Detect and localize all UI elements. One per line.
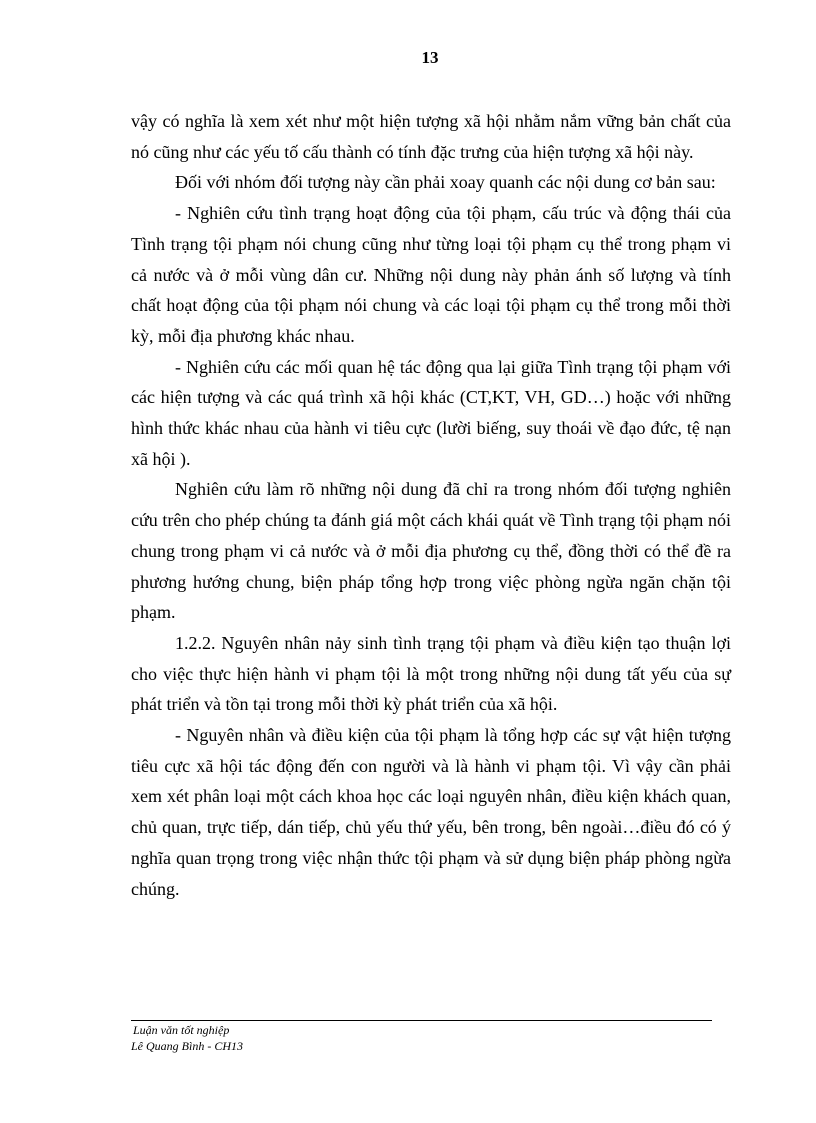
bullet-paragraph: - Nghiên cứu các mối quan hệ tác động qua lại giữa Tình trạng tội phạm với các hiện tượng và các quá trình xã hội khác (CT,KT, VH, GD…) hoặc với những hình thức khác nhau của hành vi tiêu cực (lười biếng, suy thoái về đạo đức, tệ nạn xã hội ). [131, 356, 731, 469]
footer-author: Lê Quang Bình - CH13 [131, 1039, 243, 1053]
footer [131, 1022, 243, 1054]
footer-divider [131, 1020, 712, 1021]
section-paragraph: 1.2.2. Nguyên nhân nảy sinh tình trạng tội phạm và điều kiện tạo thuận lợi cho việc thực hiện hành vi phạm tội là một trong những nội dung tất yếu của sự phát triển và tồn tại trong mỗi thời kỳ phát triển của xã hội. [131, 632, 731, 715]
bullet-paragraph: - Nghiên cứu tình trạng hoạt động của tội phạm, cấu trúc và động thái của Tình trạng tội phạm nói chung cũng như từng loại tội phạm cụ thể trong phạm vi cả nước và ở mỗi vùng dân cư. Những nội dung này phản ánh số lượng và tính chất hoạt động của tội phạm nói chung và các loại tội phạm cụ thể trong mỗi thời kỳ, mỗi địa phương khác nhau. [131, 203, 731, 346]
body-text [131, 106, 731, 904]
footer-document-type: Luận văn tốt nghiệp [133, 1023, 230, 1037]
paragraph-continuation: vậy có nghĩa là xem xét như một hiện tượng xã hội nhằm nắm vững bản chất của nó cũng như các yếu tố cấu thành có tính đặc trưng của hiện tượng xã hội này. [131, 111, 731, 162]
page-number: 13 [421, 48, 439, 67]
paragraph: Đối với nhóm đối tượng này cần phải xoay quanh các nội dung cơ bản sau: [175, 172, 716, 193]
paragraph: Nghiên cứu làm rõ những nội dung đã chỉ ra trong nhóm đối tượng nghiên cứu trên cho phép chúng ta đánh giá một cách khái quát về Tình trạng tội phạm nói chung trong phạm vi cả nước và ở mỗi địa phương cụ thể, đồng thời có thể đề ra phương hướng chung, biện pháp tổng hợp trong việc phòng ngừa ngăn chặn tội phạm. [131, 479, 731, 623]
bullet-paragraph: - Nguyên nhân và điều kiện của tội phạm là tổng hợp các sự vật hiện tượng tiêu cực xã hội tác động đến con người và là hành vi phạm tội. Vì vậy cần phải xem xét phân loại một cách khoa học các loại nguyên nhân, điều kiện khách quan, chủ quan, trực tiếp, dán tiếp, chủ yếu thứ yếu, bên trong, bên ngoài…điều đó có ý nghĩa quan trọng trong việc nhận thức tội phạm và sử dụng biện pháp phòng ngừa chúng. [131, 725, 731, 899]
